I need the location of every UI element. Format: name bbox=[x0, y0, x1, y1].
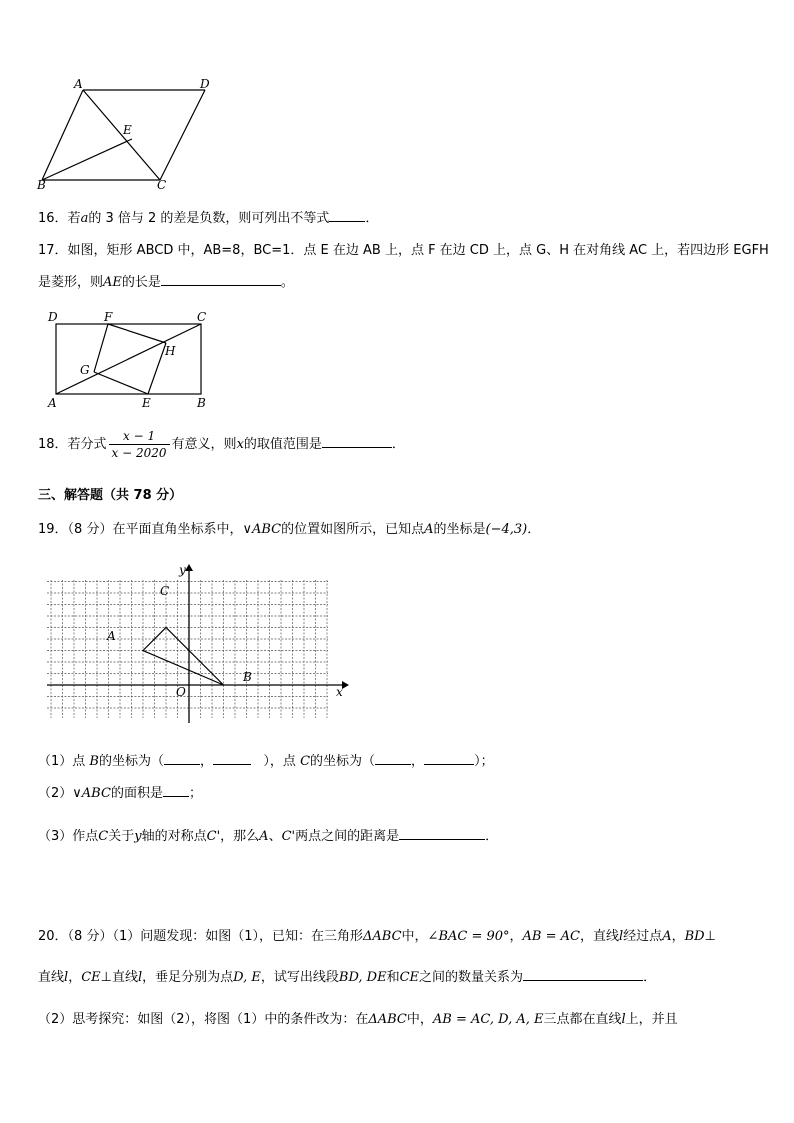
q20-bd: BD bbox=[684, 929, 705, 944]
q19-sub3-mid2: 轴的对称点 bbox=[141, 829, 207, 844]
rectangle-figure bbox=[42, 308, 222, 412]
label-d: D bbox=[200, 77, 210, 91]
question-16 bbox=[38, 207, 378, 226]
label-c: C bbox=[197, 310, 207, 324]
point-label-c: C bbox=[160, 584, 170, 598]
q20-angle: ∠BAC = 90° bbox=[427, 929, 510, 944]
q20-line1-mid1: 中， bbox=[401, 929, 428, 944]
parallelogram-figure bbox=[30, 76, 220, 194]
label-h: H bbox=[165, 344, 176, 358]
q19-sub1-start: （1）点 bbox=[38, 754, 86, 769]
q19-sub3-mid5: 两点之间的距离是 bbox=[295, 829, 400, 844]
q20-seg: BD, DE bbox=[338, 970, 387, 985]
q19-sub3-c: C bbox=[98, 829, 109, 844]
q19-sub1-comma2: ， bbox=[411, 754, 425, 769]
q20-l2: l bbox=[64, 970, 69, 985]
q19-end: ． bbox=[527, 522, 541, 537]
q19-after: 的坐标是 bbox=[433, 522, 486, 537]
q20-ce: CE bbox=[81, 970, 101, 985]
q19-sub3-mid1: 关于 bbox=[108, 829, 135, 844]
label-b: B bbox=[37, 178, 46, 192]
q17-after: 的长是 bbox=[121, 275, 161, 290]
q19-area-blank bbox=[163, 784, 189, 797]
q16-answer-blank bbox=[329, 209, 365, 222]
q17-end: 。 bbox=[280, 275, 294, 290]
x-label: x bbox=[336, 685, 343, 699]
q20-l3: l bbox=[137, 970, 143, 985]
q16-before: 若 bbox=[67, 211, 81, 226]
q20-line3 bbox=[38, 1008, 678, 1027]
q19-sub2 bbox=[38, 782, 202, 801]
q18-answer-blank bbox=[322, 435, 392, 448]
q20-line1-end: ⊥ bbox=[704, 929, 716, 944]
question-17-line1: 17．如图，矩形 ABCD 中，AB=8，BC=1．点 E 在边 AB 上，点 F 在边 CD 上，点 G、H 在对角线 AC 上，若四边形 EGFH bbox=[38, 243, 769, 258]
q16-end: ． bbox=[365, 211, 379, 226]
q20-tri2: ΔABC bbox=[368, 1012, 407, 1027]
label-f: F bbox=[104, 310, 113, 324]
q19-sub3-start: （3）作点 bbox=[38, 829, 99, 844]
q19-sub3-end: ． bbox=[485, 829, 499, 844]
q17-var-ae: AE bbox=[103, 275, 122, 290]
section-3-title: 三、解答题（共 78 分） bbox=[38, 488, 183, 503]
label-e: E bbox=[123, 123, 132, 137]
q20-line2-mid2: ⊥直线 bbox=[100, 970, 138, 985]
coordinate-grid-figure bbox=[36, 560, 356, 726]
q20-line2-start: 直线 bbox=[38, 970, 65, 985]
q17-answer-blank bbox=[161, 273, 281, 286]
q20-line3-mid2: 三点都在直线 bbox=[543, 1012, 622, 1027]
q19-coord: (−4,3) bbox=[485, 522, 528, 537]
q20-answer-blank bbox=[523, 968, 643, 981]
question-18 bbox=[38, 429, 405, 460]
q20-line2 bbox=[38, 966, 656, 985]
q19-var-a: A bbox=[424, 522, 434, 537]
q19-sub3-y: y bbox=[134, 829, 142, 844]
q20-cond: AB = AC, D, A, E bbox=[432, 1012, 544, 1027]
question-19 bbox=[38, 518, 540, 537]
q20-line1-mid3: ，直线 bbox=[579, 929, 619, 944]
q19-sub1-c: C bbox=[300, 754, 311, 769]
label-a: A bbox=[74, 77, 83, 91]
point-label-a: A bbox=[107, 629, 116, 643]
q19-triangle: ∨ABC bbox=[242, 522, 282, 537]
q19-sub1-b: B bbox=[89, 754, 99, 769]
label-a: A bbox=[48, 396, 57, 410]
q20-eq: AB = AC bbox=[522, 929, 580, 944]
q19-by-blank bbox=[213, 752, 251, 765]
q20-l1: l bbox=[619, 929, 624, 944]
question-17-line2 bbox=[38, 271, 294, 290]
q20-line2-mid3: ，垂足分别为点 bbox=[142, 970, 234, 985]
q18-after: 的取值范围是 bbox=[243, 437, 322, 452]
q19-sub3-mid4: 、 bbox=[268, 829, 282, 844]
q17-before: 是菱形，则 bbox=[38, 275, 104, 290]
q19-before: 19．（8 分）在平面直角坐标系中， bbox=[38, 522, 243, 537]
q20-ce2: CE bbox=[399, 970, 420, 985]
q20-line2-end: ． bbox=[643, 970, 657, 985]
q20-line3-end: 上，并且 bbox=[625, 1012, 678, 1027]
q20-line3-start: （2）思考探究：如图（2），将图（1）中的条件改为：在 bbox=[38, 1012, 369, 1027]
q20-line3-mid1: 中， bbox=[406, 1012, 433, 1027]
label-d: D bbox=[48, 310, 58, 324]
y-axis-arrow bbox=[185, 564, 193, 571]
q20-a1: A bbox=[662, 929, 672, 944]
label-e: E bbox=[142, 396, 151, 410]
q20-line1-mid2: ， bbox=[509, 929, 523, 944]
q18-numerator: x − 1 bbox=[109, 429, 170, 445]
q19-sub1-mid3: 的坐标为（ bbox=[310, 754, 376, 769]
q20-line1-start: 20．（8 分）（1）问题发现：如图（1），已知：在三角形 bbox=[38, 929, 363, 944]
q19-cx-blank bbox=[375, 752, 411, 765]
q16-var-a: a bbox=[80, 211, 89, 226]
q19-sub2-start: （2） bbox=[38, 786, 73, 801]
q19-sub3-mid3: ，那么 bbox=[220, 829, 260, 844]
q18-end: ． bbox=[391, 437, 405, 452]
q19-sub2-mid: 的面积是 bbox=[110, 786, 163, 801]
q19-distance-blank bbox=[399, 827, 485, 840]
x-axis-arrow bbox=[342, 681, 349, 689]
label-c: C bbox=[157, 178, 167, 192]
q19-sub1 bbox=[38, 750, 494, 769]
q16-after: 的 3 倍与 2 的差是负数，则可列出不等式 bbox=[88, 211, 330, 226]
q19-sub3-a: A bbox=[259, 829, 269, 844]
q20-de: D, E bbox=[233, 970, 261, 985]
q20-line2-mid1: ， bbox=[68, 970, 82, 985]
q19-bx-blank bbox=[164, 752, 200, 765]
q20-line1 bbox=[38, 925, 716, 944]
q19-sub3 bbox=[38, 825, 498, 844]
q18-denominator: x − 2020 bbox=[111, 446, 167, 460]
q18-fraction bbox=[109, 429, 170, 460]
origin-label: O bbox=[176, 685, 186, 699]
label-b: B bbox=[197, 396, 206, 410]
q20-line2-mid4: ，试写出线段 bbox=[260, 970, 339, 985]
q19-sub1-mid2: ），点 bbox=[263, 754, 296, 769]
triangle-abc bbox=[143, 628, 224, 686]
q19-sub1-end: ）； bbox=[474, 754, 494, 769]
q20-line1-mid5: ， bbox=[671, 929, 685, 944]
q16-number: 16． bbox=[38, 211, 68, 226]
q20-line1-mid4: 经过点 bbox=[623, 929, 663, 944]
q19-sub1-mid1: 的坐标为（ bbox=[98, 754, 164, 769]
q18-before: 18．若分式 bbox=[38, 437, 107, 452]
q20-tri: ΔABC bbox=[363, 929, 402, 944]
q18-var-x: x bbox=[236, 437, 244, 452]
q19-cy-blank bbox=[424, 752, 474, 765]
label-g: G bbox=[80, 363, 90, 377]
q19-sub3-cp2: C' bbox=[281, 829, 296, 844]
q19-sub1-comma: ， bbox=[200, 754, 214, 769]
q19-sub2-tri: ∨ABC bbox=[72, 786, 111, 801]
q20-line2-mid5: 和 bbox=[386, 970, 400, 985]
q19-sub3-cp: C' bbox=[206, 829, 221, 844]
q20-l4: l bbox=[621, 1012, 626, 1027]
q20-line2-mid6: 之间的数量关系为 bbox=[419, 970, 524, 985]
q19-sub2-end: ； bbox=[188, 786, 202, 801]
q19-middle: 的位置如图所示，已知点 bbox=[281, 522, 425, 537]
q18-middle: 有意义，则 bbox=[171, 437, 237, 452]
y-label: y bbox=[179, 563, 186, 577]
point-label-b: B bbox=[243, 670, 252, 684]
